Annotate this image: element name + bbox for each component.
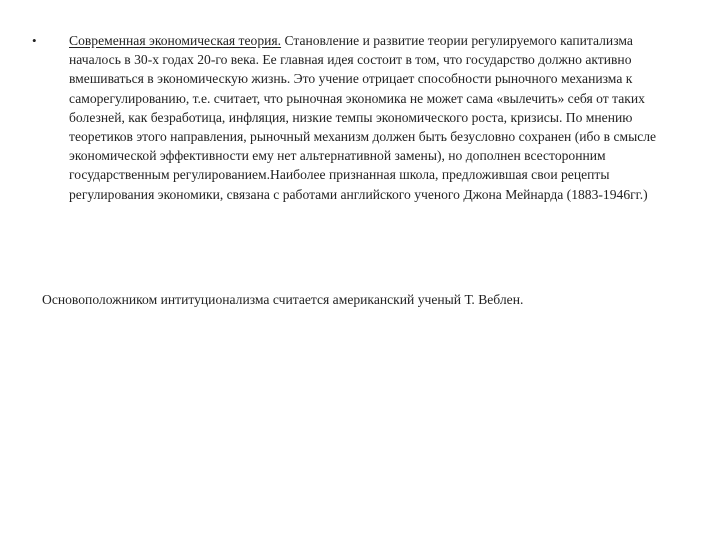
bullet-title: Современная экономическая теория.: [69, 33, 282, 48]
bullet-item: [32, 31, 682, 204]
bullet-text: [69, 31, 681, 204]
veblen-paragraph: Основоположником интитуционализма считается американский ученый Т. Веблен.: [42, 292, 524, 307]
bullet-body: Становление и развитие теории регулируемого капитализма началось в 30-х годах 20-го века. Ее главная идея состоит в том, что государство должно активно вмешиваться в экономическую жизнь. Это учение отрицает способности рыночного механизма к саморегулированию, т.е. считает, что рыночная экономика не может сама «вылечить» себя от таких болезней, как безработица, инфляция, низкие темпы экономического роста, кризисы. По мнению теоретиков этого направления, рыночный механизм должен быть безусловно сохранен (ибо в смысле экономической эффективности ему нет альтернативной замены), но дополнен всесторонним государственным регулированием.Наиболее признанная школа, предложившая свои рецепты регулирования экономики, связана с работами английского ученого Джона Мейнарда (1883-1946гг.): [69, 33, 657, 202]
bullet-mark: •: [32, 33, 37, 48]
